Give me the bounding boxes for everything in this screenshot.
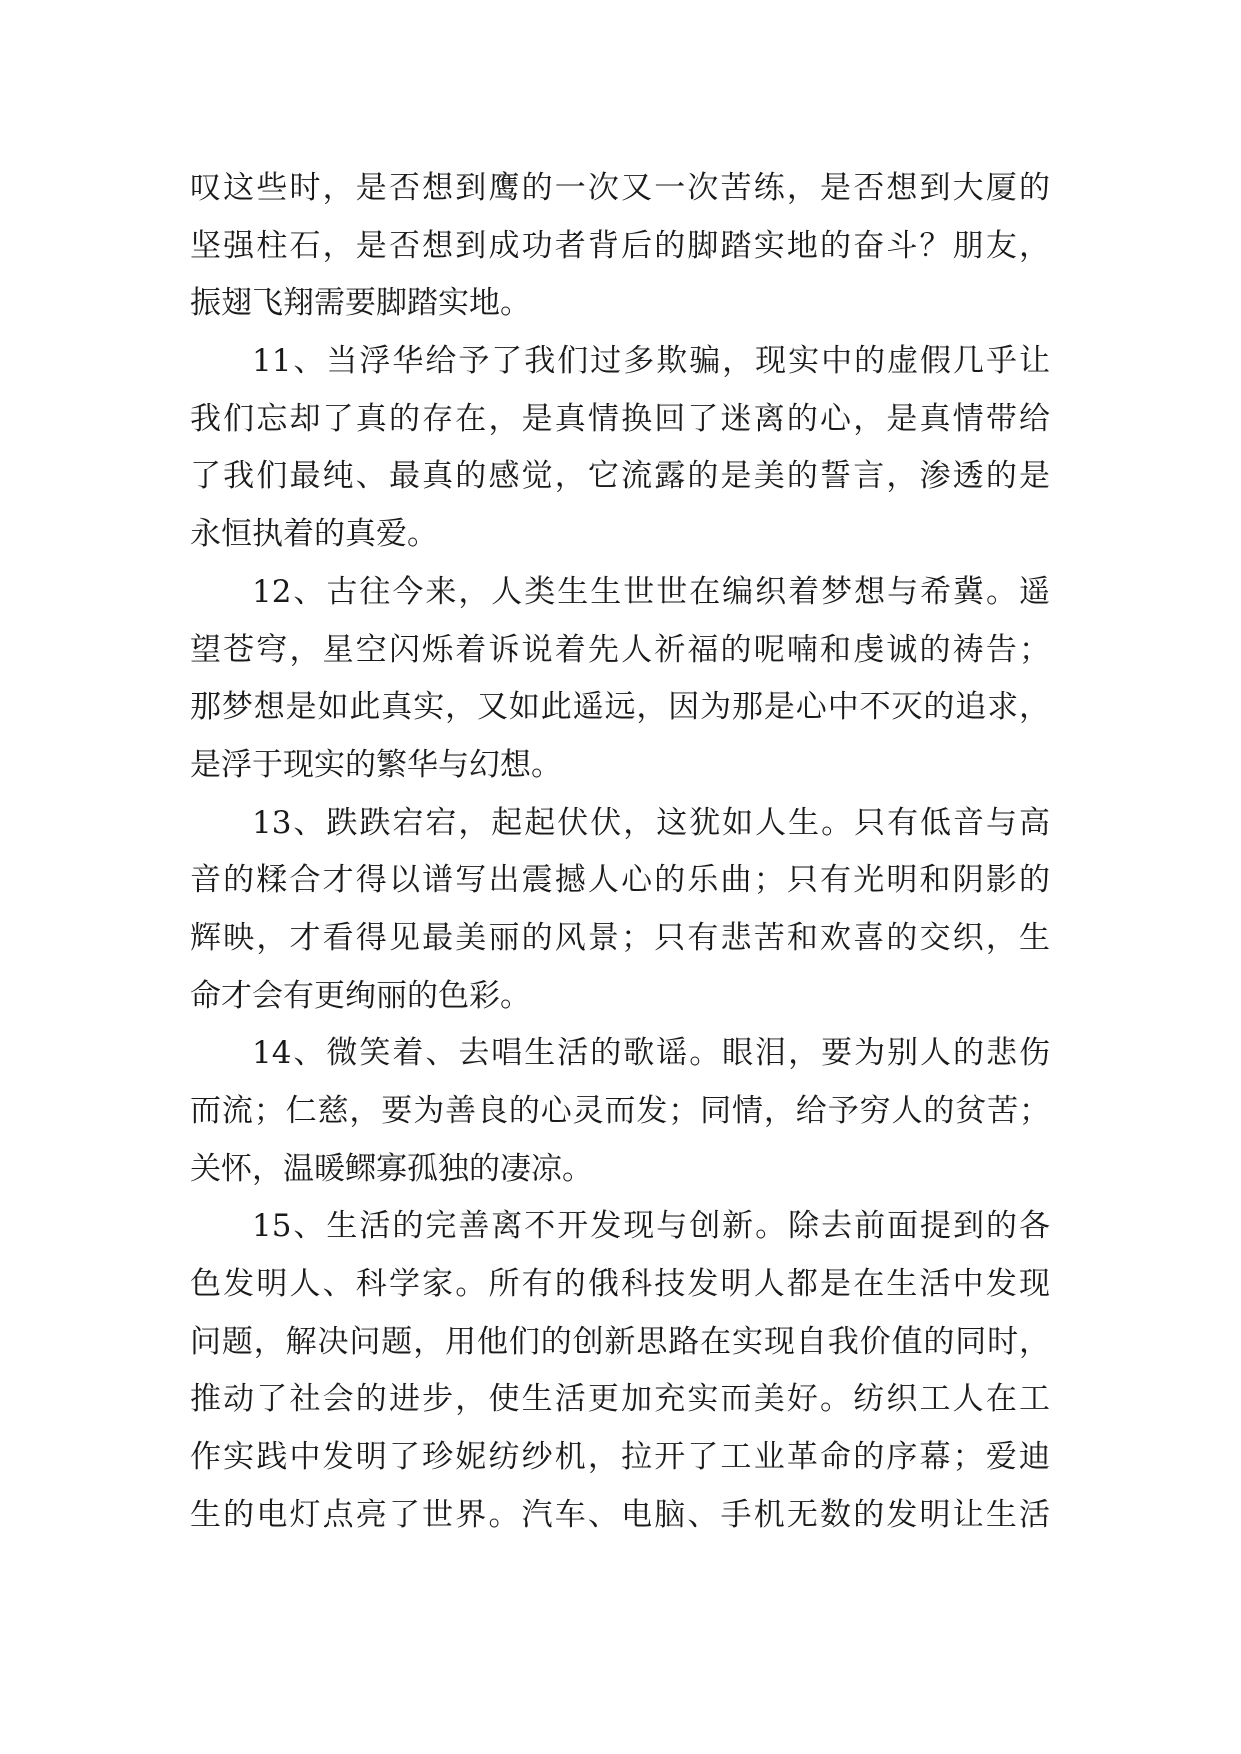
text-line: 那梦想是如此真实，又如此遥远，因为那是心中不灭的追求， [190, 689, 1050, 726]
text-line: 推动了社会的进步，使生活更加充实而美好。纺织工人在工 [190, 1381, 1050, 1418]
text-line: 14、微笑着、去唱生活的歌谣。眼泪，要为别人的悲伤 [252, 1035, 1050, 1072]
text-line: 我们忘却了真的存在，是真情换回了迷离的心，是真情带给 [190, 400, 1050, 437]
text-line: 问题，解决问题，用他们的创新思路在实现自我价值的同时， [190, 1323, 1050, 1360]
text-line: 11、当浮华给予了我们过多欺骗，现实中的虚假几乎让 [252, 343, 1050, 380]
paragraph-13 [190, 795, 1050, 1026]
paragraph-12 [190, 564, 1050, 795]
text-line: 坚强柱石，是否想到成功者背后的脚踏实地的奋斗？朋友， [190, 227, 1050, 264]
text-line: 12、古往今来，人类生生世世在编织着梦想与希冀。遥 [252, 573, 1050, 610]
paragraph-15 [190, 1198, 1050, 1544]
text-line: 是浮于现实的繁华与幻想。 [190, 746, 562, 783]
text-line: 作实践中发明了珍妮纺纱机，拉开了工业革命的序幕；爱迪 [190, 1439, 1050, 1476]
paragraph-11 [190, 333, 1050, 564]
text-line: 了我们最纯、最真的感觉，它流露的是美的誓言，渗透的是 [190, 458, 1050, 495]
text-line: 音的糅合才得以谱写出震撼人心的乐曲；只有光明和阴影的 [190, 862, 1050, 899]
text-line: 关怀，温暖鳏寡孤独的凄凉。 [190, 1150, 593, 1187]
text-line: 色发明人、科学家。所有的俄科技发明人都是在生活中发现 [190, 1266, 1050, 1303]
text-line: 望苍穹，星空闪烁着诉说着先人祈福的呢喃和虔诚的祷告； [190, 631, 1050, 668]
paragraph-10-continuation [190, 160, 1050, 333]
text-line: 振翅飞翔需要脚踏实地。 [190, 285, 531, 322]
text-line: 叹这些时，是否想到鹰的一次又一次苦练，是否想到大厦的 [190, 170, 1050, 206]
text-line: 13、跌跌宕宕，起起伏伏，这犹如人生。只有低音与高 [252, 804, 1050, 841]
document-page [190, 160, 1050, 1545]
paragraph-14 [190, 1025, 1050, 1198]
text-line: 15、生活的完善离不开发现与创新。除去前面提到的各 [252, 1208, 1050, 1245]
text-line: 生的电灯点亮了世界。汽车、电脑、手机无数的发明让生活 [190, 1496, 1050, 1533]
text-line: 辉映，才看得见最美丽的风景；只有悲苦和欢喜的交织，生 [190, 919, 1050, 956]
text-line: 命才会有更绚丽的色彩。 [190, 977, 531, 1014]
text-line: 而流；仁慈，要为善良的心灵而发；同情，给予穷人的贫苦； [190, 1093, 1050, 1129]
text-line: 永恒执着的真爱。 [190, 516, 438, 553]
